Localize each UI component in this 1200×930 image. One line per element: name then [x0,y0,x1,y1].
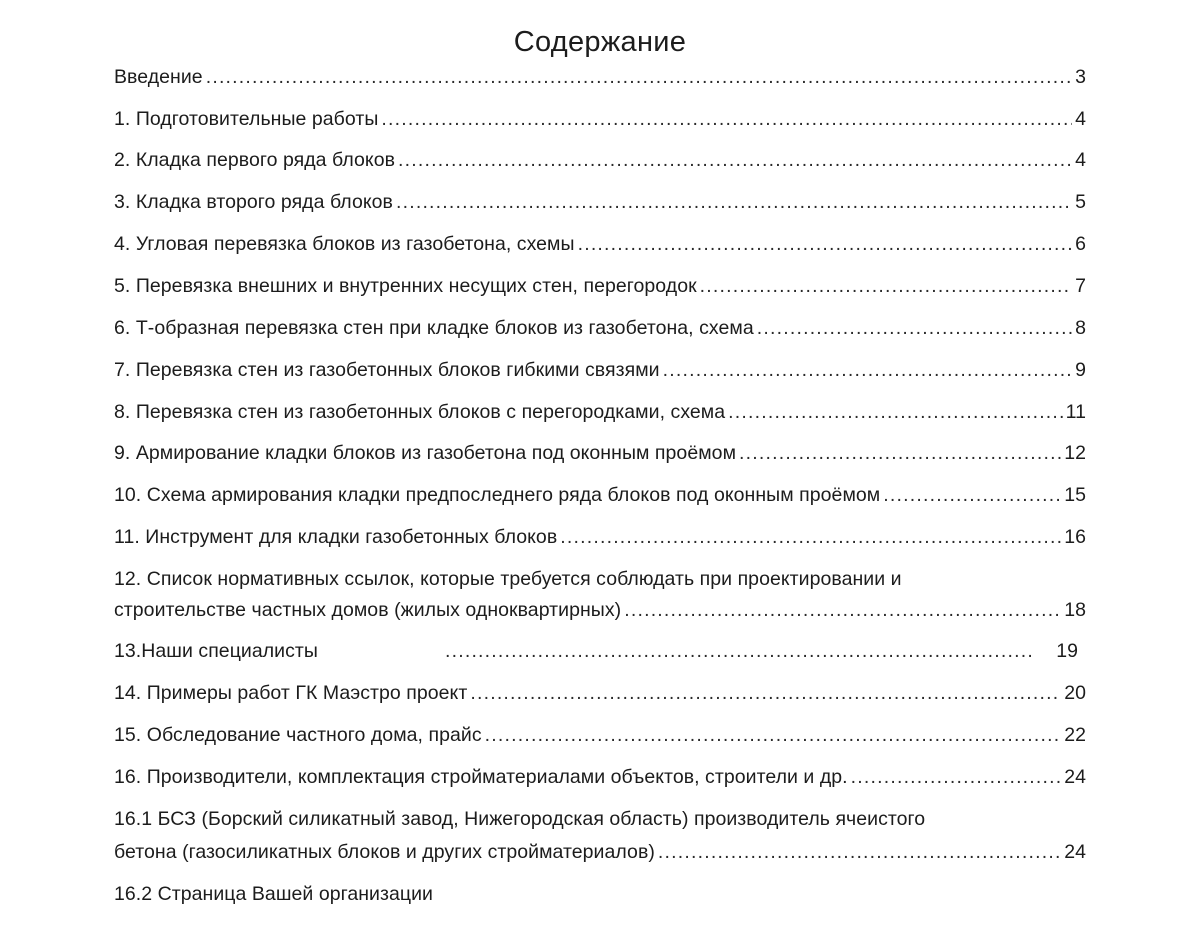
toc-entry-8[interactable] [114,398,1086,426]
toc-entry-12-line2[interactable] [114,596,1086,624]
toc-entry-page: 24 [1064,766,1086,788]
toc-entry-page: 7 [1075,275,1086,297]
toc-leader-dots [739,439,1061,467]
toc-leader-dots [381,105,1072,133]
toc-entry-page: 3 [1075,66,1086,88]
toc-entry-text: 2. Кладка первого ряда блоков [114,149,396,171]
toc-entry-text: 9. Армирование кладки блоков из газобетона под оконным проёмом [114,442,737,464]
toc-leader-dots [757,314,1072,342]
toc-entry-introduction[interactable] [114,63,1086,91]
toc-entry-text: строительстве частных домов (жилых одноквартирных) [114,599,622,621]
toc-entry-text: 16. Производители, комплектация стройматериалами объектов, строители и др. [114,766,848,788]
toc-leader-dots [700,272,1072,300]
toc-leader-dots [728,398,1063,426]
toc-entry-11[interactable] [114,523,1086,551]
toc-entry-page: 5 [1075,191,1086,213]
toc-entry-text: 11. Инструмент для кладки газобетонных блоков [114,526,558,548]
toc-entry-page: 15 [1064,484,1086,506]
toc-entry-text: 7. Перевязка стен из газобетонных блоков гибкими связями [114,359,660,381]
toc-entry-10[interactable] [114,481,1086,509]
page-title: Содержание [513,26,687,58]
toc-entry-text: 13.Наши специалисты [114,640,318,662]
toc-entry-text: 16.2 Страница Вашей организации [114,883,433,905]
toc-entry-16-1-line2[interactable] [114,838,1086,866]
toc-leader-dots [445,637,1035,665]
toc-entry-page: 18 [1064,599,1086,621]
toc-entry-4[interactable] [114,230,1086,258]
toc-entry-page: 8 [1075,317,1086,339]
toc-entry-text: 12. Список нормативных ссылок, которые требуется соблюдать при проектировании и [114,568,902,590]
toc-leader-dots [663,356,1072,384]
toc-entry-16-2[interactable] [114,880,1086,908]
toc-leader-dots [883,481,1061,509]
toc-leader-dots [485,721,1062,749]
toc-entry-9[interactable] [114,439,1086,467]
toc-entry-14[interactable] [114,679,1086,707]
toc-entry-page: 4 [1075,149,1086,171]
toc-entry-3[interactable] [114,188,1086,216]
toc-entry-5[interactable] [114,272,1086,300]
toc-entry-text: 3. Кладка второго ряда блоков [114,191,393,213]
toc-entry-page: 22 [1064,724,1086,746]
toc-entry-13[interactable] [114,637,1086,665]
toc-entry-text: 15. Обследование частного дома, прайс [114,724,482,746]
toc-entry-text: 8. Перевязка стен из газобетонных блоков с перегородками, схема [114,401,726,423]
toc-entry-text: бетона (газосиликатных блоков и других стройматериалов) [114,841,655,863]
toc-entry-16-1-line1[interactable] [114,805,1086,833]
toc-leader-dots [624,596,1061,624]
toc-entry-page: 6 [1075,233,1086,255]
toc-entry-1[interactable] [114,105,1086,133]
toc-leader-dots [851,763,1062,791]
toc-entry-page: 12 [1064,442,1086,464]
toc-leader-dots [398,146,1072,174]
toc-entry-text: 4. Угловая перевязка блоков из газобетона, схемы [114,233,575,255]
toc-entry-12-line1[interactable] [114,565,1086,593]
toc-entry-text: 6. Т-образная перевязка стен при кладке блоков из газобетона, схема [114,317,754,339]
toc-entry-6[interactable] [114,314,1086,342]
toc-entry-page: 24 [1064,841,1086,863]
toc-leader-dots [658,838,1061,866]
toc-entry-text: 16.1 БСЗ (Борский силикатный завод, Нижегородская область) производитель ячеистого [114,808,926,830]
toc-entry-15[interactable] [114,721,1086,749]
toc-entry-16[interactable] [114,763,1086,791]
toc-entry-text: 5. Перевязка внешних и внутренних несущих стен, перегородок [114,275,697,297]
toc-entry-page: 4 [1075,108,1086,130]
toc-leader-dots [206,63,1072,91]
toc-entry-text: Введение [114,66,203,88]
toc-leader-dots [470,679,1061,707]
toc-entry-text: 10. Схема армирования кладки предпоследнего ряда блоков под оконным проёмом [114,484,881,506]
toc-entry-text: 14. Примеры работ ГК Маэстро проект [114,682,468,704]
toc-entry-page: 9 [1075,359,1086,381]
toc-entry-7[interactable] [114,356,1086,384]
toc-entry-page: 20 [1064,682,1086,704]
toc-leader-dots [578,230,1073,258]
toc-leader-dots [560,523,1061,551]
toc-entry-text: 1. Подготовительные работы [114,108,379,130]
toc-entry-2[interactable] [114,146,1086,174]
toc-entry-page: 11 [1065,401,1086,423]
toc-leader-dots [396,188,1072,216]
toc-entry-page: 16 [1064,526,1086,548]
toc-entry-page: 19 [1056,640,1078,662]
